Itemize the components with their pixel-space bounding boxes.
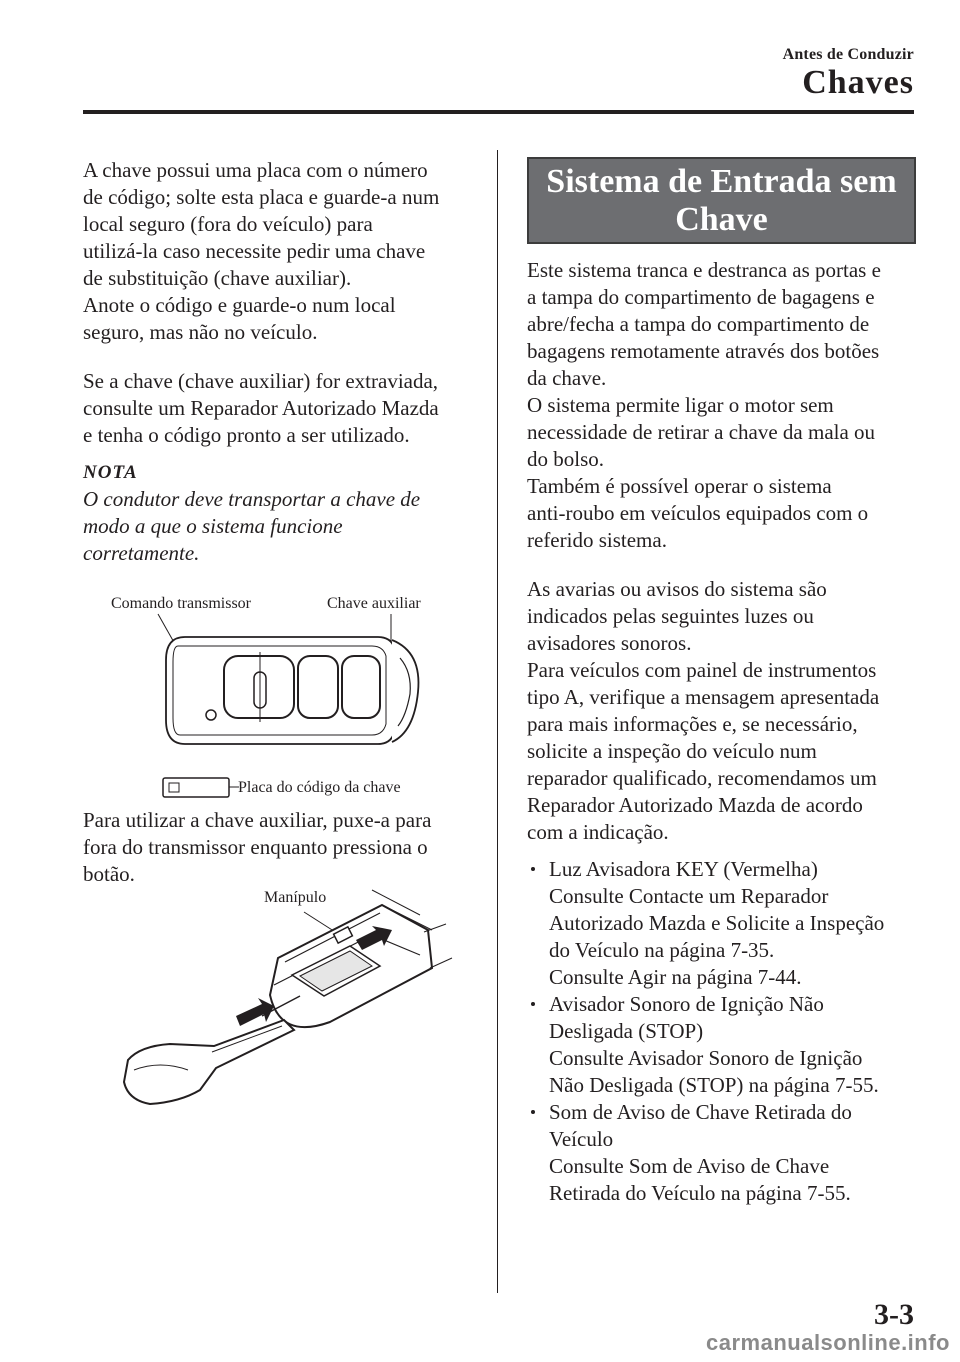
label-code-plate: Placa do código da chave (238, 779, 401, 796)
list-item (527, 856, 922, 991)
note-title: NOTA (83, 462, 138, 483)
running-header-section: Antes de Conduzir (782, 46, 914, 63)
aux-key-instruction-text: Para utilizar a chave auxiliar, puxe-a para fora do transmissor enquanto pressiona o botão. (83, 808, 432, 886)
list-item (527, 991, 922, 1099)
watermark: carmanualsonline.info (706, 1330, 950, 1355)
list-item-text: Som de Aviso de Chave Retirada do Veículo Consulte Som de Aviso de Chave Retirada do Veículo na página 7-55. (549, 1100, 852, 1205)
label-aux-key: Chave auxiliar (327, 595, 421, 612)
key-code-paragraph: A chave possui uma placa com o número de código; solte esta placa e guarde-a num local seguro (fora do veículo) para utilizá-la caso necessite pedir uma chave de substituição (chave auxiliar). Anote o código e guarde-o num local seguro, mas não no veículo. (83, 158, 440, 344)
warnings-paragraph: As avarias ou avisos do sistema são indicados pelas seguintes luzes ou avisadores sonoros. Para veículos com painel de instrumentos tipo A, verifique a mensagem apresentada para mais informações e, se necessário, solicite a inspeção do veículo num reparador qualificado, recomendamos um Reparador Autorizado Mazda de acordo com a indicação. (527, 577, 880, 844)
list-item (527, 1099, 922, 1207)
lost-key-paragraph: Se a chave (chave auxiliar) for extraviada, consulte um Reparador Autorizado Mazda e tenha o código pronto a ser utilizado. (83, 369, 439, 447)
right-column-body (527, 257, 922, 1207)
label-knob: Manípulo (264, 889, 327, 906)
warning-list (527, 856, 922, 1207)
page-number: 3-3 (874, 1298, 914, 1331)
keyless-description-paragraph: Este sistema tranca e destranca as portas e a tampa do compartimento de bagagens e abre/fecha a tampa do compartimento de bagagens remotamente através dos botões da chave. O sistema permite ligar o motor sem necessidade de retirar a chave da mala ou do bolso. Também é possível operar o sistema anti-roubo em veículos equipados com o referido sistema. (527, 258, 881, 552)
bullet-icon (531, 1110, 535, 1114)
label-transmitter: Comando transmissor (111, 595, 251, 612)
note-text: O condutor deve transportar a chave de modo a que o sistema funcione corretamente. (83, 487, 421, 565)
list-item-text: Luz Avisadora KEY (Vermelha) Consulte Contacte um Reparador Autorizado Mazda e Solicite a Inspeção do Veículo na página 7-35. Consulte Agir na página 7-44. (549, 857, 885, 989)
bullet-icon (531, 867, 535, 871)
running-header-title: Chaves (802, 64, 914, 101)
bullet-icon (531, 1002, 535, 1006)
section-heading-keyless-entry: Sistema de Entrada sem Chave (527, 157, 916, 244)
list-item-text: Avisador Sonoro de Ignição Não Desligada (STOP) Consulte Avisador Sonoro de Ignição Não Desligada (STOP) na página 7-55. (549, 992, 879, 1097)
